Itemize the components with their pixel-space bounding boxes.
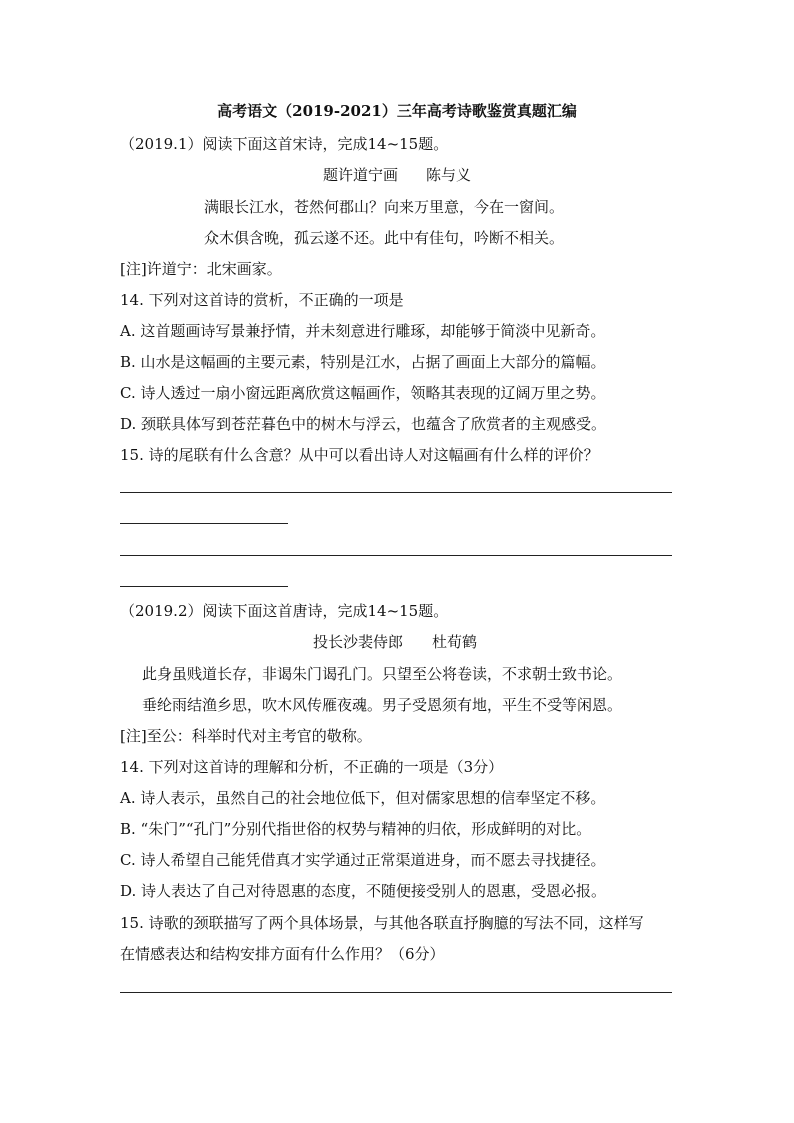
question14-option-d: D. 诗人表达了自己对待恩惠的态度，不随便接受别人的恩惠，受恩必报。 [120, 882, 607, 900]
question15-stem-line1: 15. 诗歌的颈联描写了两个具体场景，与其他各联直抒胸臆的写法不同，这样写 [120, 914, 644, 932]
question14-stem: 14. 下列对这首诗的赏析，不正确的一项是 [120, 291, 404, 309]
question14-option-b: B. “朱门”“孔门”分别代指世俗的权势与精神的归依，形成鲜明的对比。 [120, 820, 592, 838]
poem2-line2: 垂纶雨结渔乡思，吹木风传雁夜魂。男子受恩须有地，平生不受等闲恩。 [142, 696, 623, 714]
answer-line [120, 992, 672, 993]
poem1-title: 题许道宁画 [323, 166, 399, 184]
section2-intro: （2019.2）阅读下面这首唐诗，完成14~15题。 [120, 602, 449, 620]
answer-line [120, 586, 288, 587]
poem2-title: 投长沙裴侍郎 [313, 633, 404, 651]
poem1-line1: 满眼长江水，苍然何郡山？向来万里意，今在一窗间。 [204, 198, 565, 216]
question14-option-a: A. 这首题画诗写景兼抒情，并未刻意进行雕琢，却能够于简淡中见新奇。 [120, 322, 606, 340]
poem2-author: 杜荀鹤 [432, 633, 478, 651]
question15-stem-line2: 在情感表达和结构安排方面有什么作用？（6分） [120, 945, 445, 963]
poem2-note: [注]至公：科举时代对主考官的敬称。 [120, 727, 372, 745]
poem1-note: [注]许道宁：北宋画家。 [120, 260, 282, 278]
answer-line [120, 492, 672, 493]
question14-option-a: A. 诗人表示，虽然自己的社会地位低下，但对儒家思想的信奉坚定不移。 [120, 789, 606, 807]
poem2-line1: 此身虽贱道长存，非谒朱门谒孔门。只望至公将卷读，不求朝士致书论。 [142, 665, 623, 683]
question14-option-d: D. 颈联具体写到苍茫暮色中的树木与浮云，也蕴含了欣赏者的主观感受。 [120, 415, 607, 433]
answer-line [120, 523, 288, 524]
question14-option-c: C. 诗人透过一扇小窗远距离欣赏这幅画作，领略其表现的辽阔万里之势。 [120, 384, 606, 402]
answer-line [120, 555, 672, 556]
poem1-line2: 众木俱含晚，孤云遂不还。此中有佳句，吟断不相关。 [204, 229, 565, 247]
question14-stem: 14. 下列对这首诗的理解和分析，不正确的一项是（3分） [120, 758, 504, 776]
question14-option-c: C. 诗人希望自己能凭借真才实学通过正常渠道进身，而不愿去寻找捷径。 [120, 851, 606, 869]
section1-intro: （2019.1）阅读下面这首宋诗，完成14~15题。 [120, 135, 449, 153]
question15-stem: 15. 诗的尾联有什么含意？从中可以看出诗人对这幅画有什么样的评价？ [120, 446, 599, 464]
poem1-author: 陈与义 [426, 166, 472, 184]
document-title: 高考语文（2019-2021）三年高考诗歌鉴赏真题汇编 [217, 102, 577, 120]
question14-option-b: B. 山水是这幅画的主要元素，特别是江水，占据了画面上大部分的篇幅。 [120, 353, 606, 371]
